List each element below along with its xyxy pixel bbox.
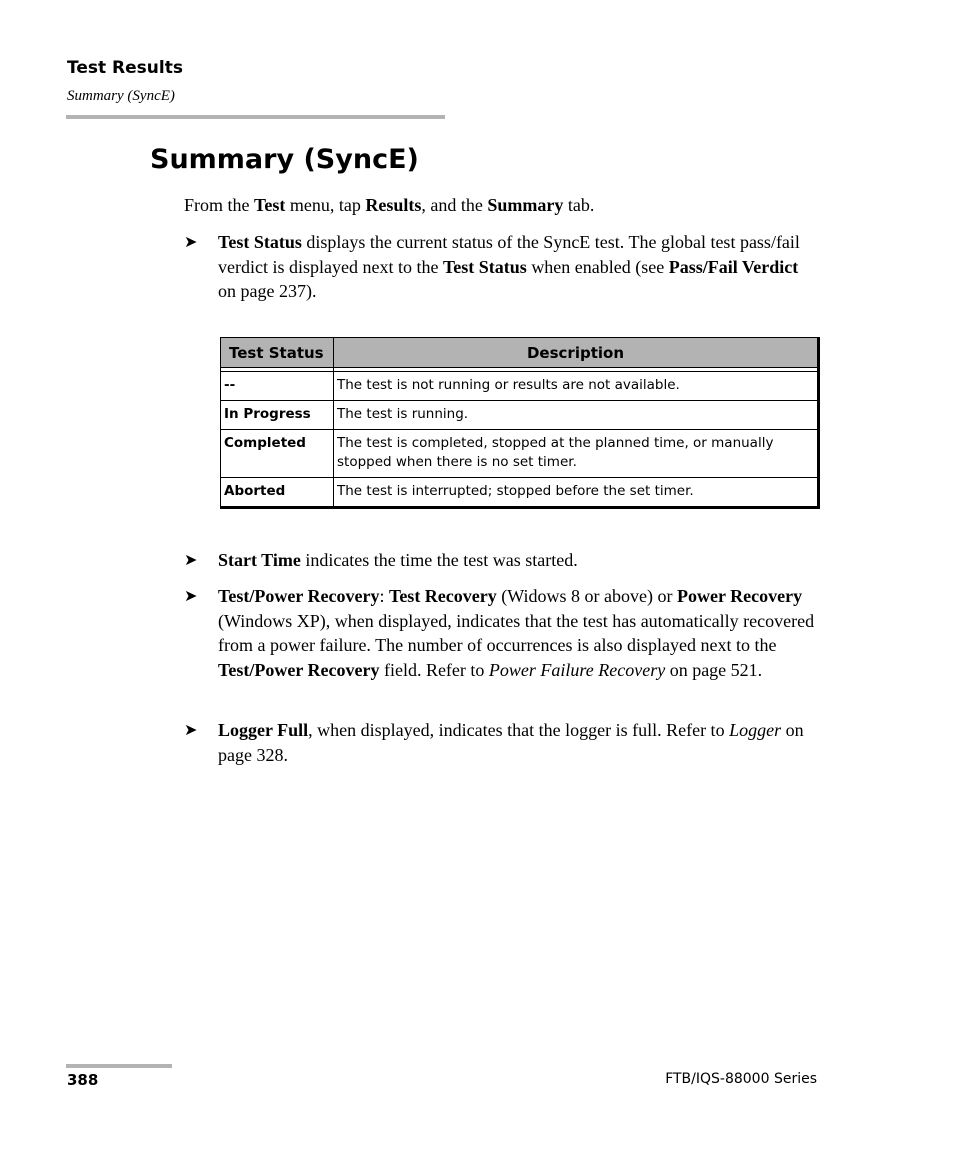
product-series: FTB/IQS-88000 Series <box>665 1071 817 1087</box>
footer-rule <box>66 1064 172 1068</box>
table-row <box>221 430 819 478</box>
cross-reference-link[interactable]: Logger <box>729 720 782 740</box>
bullet-text: Test Status displays the current status of the SyncE test. The global test pass/fail verdict is displayed next to the Test Status when enabled (see Pass/Fail Verdict on page 237). <box>218 232 800 301</box>
header-rule <box>66 115 445 119</box>
description-cell: The test is interrupted; stopped before the set timer. <box>334 478 819 508</box>
bullet-text: Test/Power Recovery: Test Recovery (Widows 8 or above) or Power Recovery (Windows XP), when displayed, indicates that the test has automatically recovered from a power failure. The number of occurrences is also displayed next to the Test/Power Recovery field. Refer to Power Failure Recovery on page 521. <box>218 586 815 680</box>
page-title: Summary (SyncE) <box>150 144 419 175</box>
bullet-arrow-icon: ➤ <box>184 232 198 251</box>
table-row <box>221 478 819 508</box>
column-header-description: Description <box>334 338 819 368</box>
bullet-arrow-icon: ➤ <box>184 550 198 569</box>
table-header-row <box>221 338 819 368</box>
intro-paragraph: From the Test menu, tap Results, and the Summary tab. <box>184 195 595 215</box>
description-cell: The test is running. <box>334 401 819 430</box>
table-row <box>221 401 819 430</box>
bullet-text: Logger Full, when displayed, indicates that the logger is full. Refer to Logger on page 328. <box>218 720 804 765</box>
cross-reference-link[interactable]: Pass/Fail Verdict <box>668 256 799 277</box>
column-header-test-status: Test Status <box>221 338 334 368</box>
page-number: 388 <box>67 1071 99 1089</box>
running-header-subtitle: Summary (SyncE) <box>67 88 175 104</box>
test-status-table <box>220 337 820 509</box>
status-cell: In Progress <box>221 401 334 430</box>
table-row <box>221 372 819 401</box>
bullet-arrow-icon: ➤ <box>184 720 198 739</box>
running-header-title: Test Results <box>67 58 183 78</box>
status-cell: -- <box>221 372 334 401</box>
cross-reference-link[interactable]: Power Failure Recovery <box>488 659 666 680</box>
bullet-text: Start Time indicates the time the test was started. <box>218 550 578 570</box>
description-cell: The test is not running or results are not available. <box>334 372 819 401</box>
bullet-arrow-icon: ➤ <box>184 586 198 605</box>
status-cell: Aborted <box>221 478 334 508</box>
status-cell: Completed <box>221 430 334 478</box>
description-cell: The test is completed, stopped at the planned time, or manually stopped when there is no set timer. <box>334 430 819 478</box>
